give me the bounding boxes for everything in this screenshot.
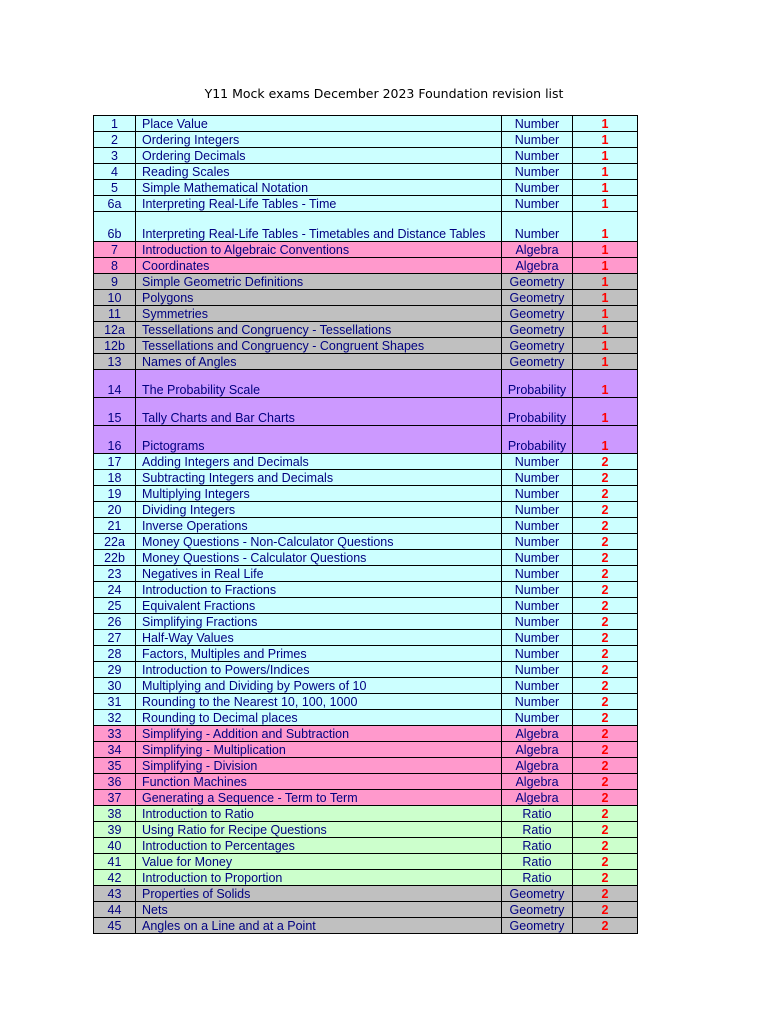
topic-category-label: Number <box>514 455 560 469</box>
topic-name: Function Machines <box>136 774 502 790</box>
topic-name: Pictograms <box>136 426 502 454</box>
table-row <box>94 822 638 838</box>
topic-category-label: Number <box>514 471 560 485</box>
topic-number: 30 <box>94 678 136 694</box>
table-row <box>94 614 638 630</box>
topic-priority: 2 <box>573 854 638 870</box>
topic-priority: 2 <box>573 486 638 502</box>
topic-name: Tessellations and Congruency - Tessellations <box>136 322 502 338</box>
table-row <box>94 918 638 934</box>
topic-category <box>502 710 573 726</box>
topic-name: Multiplying Integers <box>136 486 502 502</box>
topic-category-label: Number <box>514 551 560 565</box>
topic-category-label: Geometry <box>509 339 565 353</box>
topic-priority: 1 <box>573 180 638 196</box>
topic-priority: 2 <box>573 454 638 470</box>
topic-number: 28 <box>94 646 136 662</box>
topic-category-label: Geometry <box>509 887 565 901</box>
topic-category-label: Number <box>514 615 560 629</box>
topic-number: 1 <box>94 116 136 132</box>
table-row <box>94 678 638 694</box>
topic-number: 6a <box>94 196 136 212</box>
table-row <box>94 534 638 550</box>
topic-category-label: Algebra <box>515 775 559 789</box>
topic-category <box>502 132 573 148</box>
topic-priority: 2 <box>573 582 638 598</box>
topic-category <box>502 902 573 918</box>
topic-number: 43 <box>94 886 136 902</box>
topic-number: 9 <box>94 274 136 290</box>
topic-number: 7 <box>94 242 136 258</box>
topic-number: 10 <box>94 290 136 306</box>
topic-name: Nets <box>136 902 502 918</box>
topic-name: Money Questions - Calculator Questions <box>136 550 502 566</box>
topic-number: 39 <box>94 822 136 838</box>
topic-name: Simplifying Fractions <box>136 614 502 630</box>
topic-name: Equivalent Fractions <box>136 598 502 614</box>
topic-name: Interpreting Real-Life Tables - Time <box>136 196 502 212</box>
revision-table-body <box>94 116 638 934</box>
topic-number: 33 <box>94 726 136 742</box>
topic-number: 41 <box>94 854 136 870</box>
table-row <box>94 454 638 470</box>
table-row <box>94 838 638 854</box>
topic-priority: 2 <box>573 566 638 582</box>
topic-category-label: Number <box>514 165 560 179</box>
table-row <box>94 854 638 870</box>
topic-name: Inverse Operations <box>136 518 502 534</box>
topic-number: 16 <box>94 426 136 454</box>
topic-number: 26 <box>94 614 136 630</box>
topic-name: Simplifying - Division <box>136 758 502 774</box>
topic-category-label: Algebra <box>515 791 559 805</box>
topic-name: Symmetries <box>136 306 502 322</box>
topic-category <box>502 148 573 164</box>
topic-name: Tessellations and Congruency - Congruent Shapes <box>136 338 502 354</box>
table-row <box>94 742 638 758</box>
topic-number: 20 <box>94 502 136 518</box>
topic-name: Angles on a Line and at a Point <box>136 918 502 934</box>
topic-category-label: Geometry <box>509 291 565 305</box>
topic-number: 3 <box>94 148 136 164</box>
topic-number: 24 <box>94 582 136 598</box>
topic-priority: 2 <box>573 902 638 918</box>
topic-priority: 1 <box>573 354 638 370</box>
topic-category <box>502 306 573 322</box>
topic-category-label: Number <box>514 567 560 581</box>
topic-category <box>502 354 573 370</box>
topic-category-label: Number <box>514 117 560 131</box>
topic-number: 27 <box>94 630 136 646</box>
topic-name: Introduction to Algebraic Conventions <box>136 242 502 258</box>
topic-category <box>502 566 573 582</box>
table-row <box>94 148 638 164</box>
topic-number: 42 <box>94 870 136 886</box>
topic-number: 2 <box>94 132 136 148</box>
topic-number: 19 <box>94 486 136 502</box>
table-row <box>94 694 638 710</box>
topic-priority: 1 <box>573 212 638 242</box>
topic-category-label: Number <box>514 679 560 693</box>
topic-category <box>502 196 573 212</box>
table-row <box>94 196 638 212</box>
topic-name: Using Ratio for Recipe Questions <box>136 822 502 838</box>
topic-name: Coordinates <box>136 258 502 274</box>
topic-category <box>502 550 573 566</box>
topic-category-label: Number <box>514 711 560 725</box>
topic-category <box>502 854 573 870</box>
topic-name: Negatives in Real Life <box>136 566 502 582</box>
topic-number: 12a <box>94 322 136 338</box>
topic-category <box>502 790 573 806</box>
topic-priority: 2 <box>573 806 638 822</box>
topic-category-label: Geometry <box>509 903 565 917</box>
table-row <box>94 470 638 486</box>
table-row <box>94 306 638 322</box>
topic-category-label: Number <box>514 599 560 613</box>
topic-category <box>502 470 573 486</box>
topic-category-label: Algebra <box>515 727 559 741</box>
topic-priority: 1 <box>573 426 638 454</box>
topic-category <box>502 274 573 290</box>
topic-priority: 2 <box>573 534 638 550</box>
topic-name: Tally Charts and Bar Charts <box>136 398 502 426</box>
topic-category <box>502 212 573 242</box>
topic-priority: 2 <box>573 614 638 630</box>
table-row <box>94 426 638 454</box>
topic-name: Properties of Solids <box>136 886 502 902</box>
table-row <box>94 274 638 290</box>
topic-category-label: Number <box>514 647 560 661</box>
table-row <box>94 582 638 598</box>
topic-category <box>502 870 573 886</box>
table-row <box>94 726 638 742</box>
topic-category <box>502 838 573 854</box>
table-row <box>94 290 638 306</box>
table-row <box>94 354 638 370</box>
topic-name: Introduction to Percentages <box>136 838 502 854</box>
topic-number: 21 <box>94 518 136 534</box>
topic-category <box>502 742 573 758</box>
topic-category-label: Geometry <box>509 307 565 321</box>
topic-number: 37 <box>94 790 136 806</box>
topic-priority: 1 <box>573 290 638 306</box>
topic-name: Introduction to Proportion <box>136 870 502 886</box>
topic-category <box>502 886 573 902</box>
topic-priority: 1 <box>573 338 638 354</box>
topic-priority: 2 <box>573 678 638 694</box>
topic-name: Simplifying - Multiplication <box>136 742 502 758</box>
table-row <box>94 774 638 790</box>
topic-number: 8 <box>94 258 136 274</box>
topic-priority: 2 <box>573 774 638 790</box>
topic-category-label: Geometry <box>509 919 565 933</box>
topic-priority: 2 <box>573 790 638 806</box>
topic-category-label: Ratio <box>522 871 552 885</box>
revision-table <box>93 115 638 934</box>
topic-category-label: Algebra <box>515 759 559 773</box>
topic-name: Value for Money <box>136 854 502 870</box>
topic-number: 12b <box>94 338 136 354</box>
topic-number: 15 <box>94 398 136 426</box>
topic-category <box>502 454 573 470</box>
topic-category-label: Geometry <box>509 275 565 289</box>
topic-category <box>502 502 573 518</box>
topic-category <box>502 258 573 274</box>
topic-number: 22b <box>94 550 136 566</box>
topic-category-label: Number <box>514 663 560 677</box>
topic-number: 31 <box>94 694 136 710</box>
topic-category-label: Number <box>514 181 560 195</box>
table-row <box>94 242 638 258</box>
table-row <box>94 132 638 148</box>
topic-priority: 1 <box>573 132 638 148</box>
topic-category-label: Algebra <box>515 743 559 757</box>
topic-number: 45 <box>94 918 136 934</box>
table-row <box>94 566 638 582</box>
table-row <box>94 710 638 726</box>
topic-category-label: Geometry <box>509 323 565 337</box>
topic-number: 5 <box>94 180 136 196</box>
topic-priority: 2 <box>573 502 638 518</box>
topic-priority: 2 <box>573 838 638 854</box>
topic-category <box>502 918 573 934</box>
topic-priority: 2 <box>573 886 638 902</box>
page-title: Y11 Mock exams December 2023 Foundation revision list <box>204 86 564 101</box>
topic-category <box>502 614 573 630</box>
topic-category-label: Ratio <box>522 807 552 821</box>
topic-priority: 2 <box>573 726 638 742</box>
topic-number: 32 <box>94 710 136 726</box>
topic-name: Factors, Multiples and Primes <box>136 646 502 662</box>
topic-category-label: Ratio <box>522 823 552 837</box>
topic-category <box>502 370 573 398</box>
topic-name: Rounding to Decimal places <box>136 710 502 726</box>
topic-category <box>502 582 573 598</box>
topic-category-label: Algebra <box>515 243 559 257</box>
topic-number: 35 <box>94 758 136 774</box>
table-row <box>94 370 638 398</box>
table-row <box>94 486 638 502</box>
table-row <box>94 902 638 918</box>
topic-priority: 1 <box>573 370 638 398</box>
topic-name: Names of Angles <box>136 354 502 370</box>
table-row <box>94 212 638 242</box>
topic-priority: 2 <box>573 662 638 678</box>
topic-name: Simplifying - Addition and Subtraction <box>136 726 502 742</box>
topic-number: 38 <box>94 806 136 822</box>
topic-category <box>502 242 573 258</box>
topic-name: Ordering Decimals <box>136 148 502 164</box>
topic-name: Simple Geometric Definitions <box>136 274 502 290</box>
topic-priority: 2 <box>573 518 638 534</box>
topic-category-label: Ratio <box>522 855 552 869</box>
topic-priority: 1 <box>573 116 638 132</box>
topic-category <box>502 116 573 132</box>
table-row <box>94 180 638 196</box>
topic-priority: 1 <box>573 322 638 338</box>
topic-category-label: Probability <box>507 383 567 397</box>
topic-number: 34 <box>94 742 136 758</box>
topic-category-label: Algebra <box>515 259 559 273</box>
topic-number: 14 <box>94 370 136 398</box>
table-row <box>94 662 638 678</box>
topic-number: 11 <box>94 306 136 322</box>
topic-category <box>502 726 573 742</box>
topic-name: Reading Scales <box>136 164 502 180</box>
topic-category <box>502 518 573 534</box>
topic-number: 23 <box>94 566 136 582</box>
topic-category <box>502 180 573 196</box>
topic-number: 36 <box>94 774 136 790</box>
table-row <box>94 258 638 274</box>
topic-category-label: Number <box>514 519 560 533</box>
topic-priority: 2 <box>573 710 638 726</box>
topic-category <box>502 678 573 694</box>
topic-priority: 1 <box>573 258 638 274</box>
topic-priority: 1 <box>573 148 638 164</box>
table-row <box>94 630 638 646</box>
topic-priority: 1 <box>573 164 638 180</box>
table-row <box>94 790 638 806</box>
topic-number: 6b <box>94 212 136 242</box>
topic-category-label: Probability <box>507 439 567 453</box>
topic-name: Multiplying and Dividing by Powers of 10 <box>136 678 502 694</box>
topic-priority: 2 <box>573 758 638 774</box>
topic-number: 44 <box>94 902 136 918</box>
topic-category-label: Number <box>514 197 560 211</box>
topic-category-label: Number <box>514 227 560 241</box>
topic-priority: 2 <box>573 550 638 566</box>
table-row <box>94 518 638 534</box>
topic-category <box>502 290 573 306</box>
topic-category <box>502 806 573 822</box>
table-row <box>94 550 638 566</box>
topic-category <box>502 694 573 710</box>
topic-category-label: Number <box>514 535 560 549</box>
topic-category <box>502 534 573 550</box>
topic-category-label: Number <box>514 503 560 517</box>
topic-category-label: Number <box>514 695 560 709</box>
topic-name: Introduction to Ratio <box>136 806 502 822</box>
topic-category <box>502 822 573 838</box>
topic-category <box>502 774 573 790</box>
table-row <box>94 502 638 518</box>
table-row <box>94 870 638 886</box>
table-row <box>94 806 638 822</box>
topic-name: Half-Way Values <box>136 630 502 646</box>
topic-number: 40 <box>94 838 136 854</box>
topic-name: The Probability Scale <box>136 370 502 398</box>
topic-priority: 2 <box>573 598 638 614</box>
topic-name: Dividing Integers <box>136 502 502 518</box>
topic-number: 18 <box>94 470 136 486</box>
table-row <box>94 646 638 662</box>
topic-number: 25 <box>94 598 136 614</box>
topic-name: Rounding to the Nearest 10, 100, 1000 <box>136 694 502 710</box>
table-row <box>94 398 638 426</box>
topic-name: Interpreting Real-Life Tables - Timetables and Distance Tables <box>136 212 502 242</box>
topic-category-label: Geometry <box>509 355 565 369</box>
topic-category <box>502 426 573 454</box>
topic-name: Generating a Sequence - Term to Term <box>136 790 502 806</box>
topic-name: Subtracting Integers and Decimals <box>136 470 502 486</box>
topic-category-label: Probability <box>507 411 567 425</box>
topic-category <box>502 758 573 774</box>
topic-category <box>502 398 573 426</box>
table-row <box>94 598 638 614</box>
topic-category-label: Ratio <box>522 839 552 853</box>
topic-category <box>502 646 573 662</box>
topic-priority: 1 <box>573 398 638 426</box>
topic-name: Introduction to Powers/Indices <box>136 662 502 678</box>
topic-name: Adding Integers and Decimals <box>136 454 502 470</box>
topic-priority: 2 <box>573 694 638 710</box>
topic-name: Introduction to Fractions <box>136 582 502 598</box>
table-row <box>94 886 638 902</box>
topic-name: Money Questions - Non-Calculator Questions <box>136 534 502 550</box>
topic-category <box>502 338 573 354</box>
topic-number: 13 <box>94 354 136 370</box>
topic-number: 29 <box>94 662 136 678</box>
topic-name: Polygons <box>136 290 502 306</box>
topic-priority: 2 <box>573 870 638 886</box>
topic-priority: 2 <box>573 646 638 662</box>
topic-category <box>502 486 573 502</box>
table-row <box>94 338 638 354</box>
table-row <box>94 758 638 774</box>
topic-priority: 1 <box>573 242 638 258</box>
topic-name: Place Value <box>136 116 502 132</box>
table-row <box>94 164 638 180</box>
table-row <box>94 116 638 132</box>
topic-name: Simple Mathematical Notation <box>136 180 502 196</box>
topic-category <box>502 630 573 646</box>
topic-category <box>502 322 573 338</box>
table-row <box>94 322 638 338</box>
topic-priority: 1 <box>573 196 638 212</box>
topic-category-label: Number <box>514 583 560 597</box>
topic-priority: 2 <box>573 742 638 758</box>
topic-name: Ordering Integers <box>136 132 502 148</box>
topic-category <box>502 164 573 180</box>
topic-category <box>502 662 573 678</box>
topic-category <box>502 598 573 614</box>
topic-priority: 2 <box>573 630 638 646</box>
topic-priority: 1 <box>573 306 638 322</box>
topic-number: 4 <box>94 164 136 180</box>
topic-priority: 2 <box>573 822 638 838</box>
topic-category-label: Number <box>514 133 560 147</box>
topic-category-label: Number <box>514 149 560 163</box>
topic-priority: 2 <box>573 918 638 934</box>
topic-category-label: Number <box>514 631 560 645</box>
topic-number: 22a <box>94 534 136 550</box>
topic-priority: 1 <box>573 274 638 290</box>
topic-number: 17 <box>94 454 136 470</box>
topic-category-label: Number <box>514 487 560 501</box>
topic-priority: 2 <box>573 470 638 486</box>
